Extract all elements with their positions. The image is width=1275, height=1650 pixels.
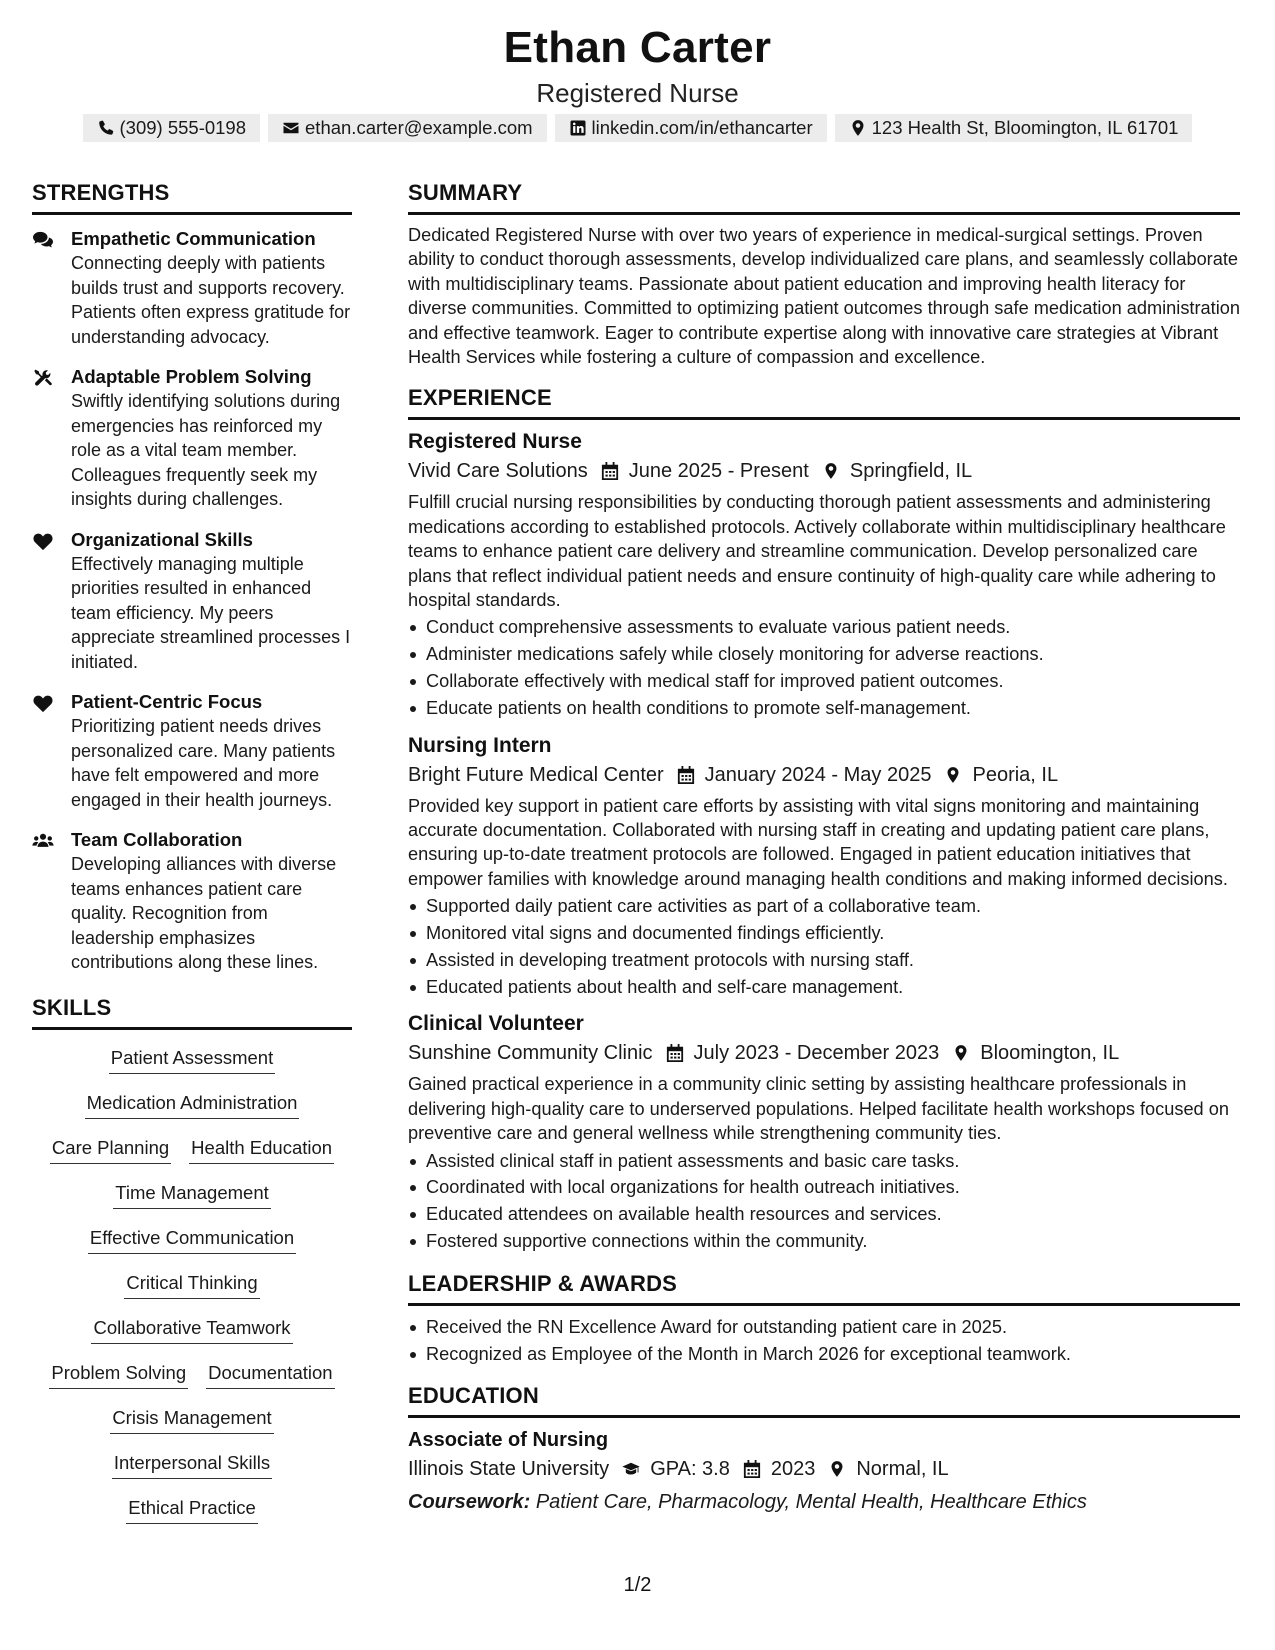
job-description: Fulfill crucial nursing responsibilities by conducting thorough patient assessments and administering medications according to established protocols. Actively collaborate within multidisciplinary healthcare teams to enhance patient care delivery and streamline communication. Develop personalized care plans that reflect individual patient needs and ensure continuity of high-quality care while adhering to hospital standards. — [408, 492, 1226, 611]
skill-tag: Health Education — [189, 1136, 334, 1164]
job-bullet: Educate patients on health conditions to promote self-management. — [408, 695, 1240, 722]
job-bullet: Educated attendees on available health resources and services. — [408, 1201, 1240, 1228]
job-description: Provided key support in patient care efforts by assisting with vital signs monitoring and maintaining accurate documentation. Collaborated with nursing staff in creating and updating patient care plans, ensuring up-to-date treatment protocols are followed. Engaged in patient education initiatives that empower families with knowledge around managing health conditions and making informed decisions. — [408, 795, 1228, 889]
skills-heading: SKILLS — [32, 993, 352, 1030]
left-column — [32, 178, 352, 1541]
calendar-icon — [742, 1459, 762, 1479]
job-bullets — [408, 614, 1240, 721]
phone-icon — [97, 119, 115, 137]
heart-icon — [32, 531, 54, 551]
job-bullet: Educated patients about health and self-care management. — [408, 974, 1240, 1001]
summary-heading: SUMMARY — [408, 178, 1240, 215]
education-section — [408, 1381, 1240, 1516]
skill-row — [50, 1136, 334, 1181]
summary-text: Dedicated Registered Nurse with over two years of experience in medical-surgical settings. Proven ability to conduct thorough assessments, develop individualized care plans, and seamlessly collaborate with multidisciplinary teams. Passionate about patient education and improving health literacy for diverse communities. Committed to optimizing patient outcomes through safe medication administration and effective teamwork. Eager to contribute expertise along with innovative care strategies at Vibrant Health Services while fostering a culture of compassion and excellence. — [408, 225, 1240, 368]
skill-tag: Documentation — [206, 1361, 334, 1389]
skill-row — [110, 1406, 273, 1451]
skill-tag: Effective Communication — [88, 1226, 296, 1254]
job-entry — [408, 428, 1240, 721]
skill-row — [49, 1361, 334, 1406]
map-marker-icon — [943, 765, 963, 785]
skill-tag: Patient Assessment — [109, 1046, 275, 1074]
skill-tag: Crisis Management — [110, 1406, 273, 1434]
skill-row — [113, 1181, 271, 1226]
leadership-bullet: Recognized as Employee of the Month in March 2026 for exceptional teamwork. — [408, 1341, 1240, 1368]
skill-tag: Ethical Practice — [126, 1496, 258, 1524]
job-dates: January 2024 - May 2025 — [704, 763, 932, 786]
school-location: Normal, IL — [856, 1458, 949, 1481]
coursework — [408, 1488, 1240, 1516]
skill-row — [85, 1091, 300, 1136]
linkedin-text: linkedin.com/in/ethancarter — [591, 117, 813, 138]
graduation-cap-icon — [621, 1459, 641, 1479]
leadership-section — [408, 1269, 1240, 1368]
job-title: Nursing Intern — [408, 733, 552, 757]
candidate-role: Registered Nurse — [536, 78, 739, 108]
resume-header — [0, 22, 1275, 110]
job-bullet: Conduct comprehensive assessments to evaluate various patient needs. — [408, 614, 1240, 641]
strength-description: Prioritizing patient needs drives personalized care. Many patients have felt empowered and more engaged in their health journeys. — [71, 716, 336, 810]
job-bullet: Coordinated with local organizations for health outreach initiatives. — [408, 1174, 1240, 1201]
job-company: Bright Future Medical Center — [408, 763, 664, 786]
strength-description: Effectively managing multiple priorities resulted in enhanced team efficiency. My peers appreciate streamlined processes I initiated. — [71, 553, 351, 672]
school-name: Illinois State University — [408, 1458, 610, 1481]
calendar-icon — [676, 765, 696, 785]
job-bullet: Monitored vital signs and documented findings efficiently. — [408, 920, 1240, 947]
job-description: Gained practical experience in a community clinic setting by assisting healthcare professionals in delivering high-quality care to underserved populations. Helped facilitate health workshops focused on preventive care and general wellness while strengthening community ties. — [408, 1074, 1229, 1144]
job-entry — [408, 732, 1240, 1001]
map-marker-icon — [827, 1459, 847, 1479]
skill-tag: Medication Administration — [85, 1091, 300, 1119]
job-bullet: Fostered supportive connections within the community. — [408, 1228, 1240, 1255]
map-marker-icon — [821, 461, 841, 481]
address-text: 123 Health St, Bloomington, IL 61701 — [871, 117, 1179, 138]
contact-linkedin[interactable] — [555, 114, 827, 142]
job-bullet: Administer medications safely while closely monitoring for adverse reactions. — [408, 641, 1240, 668]
job-location: Peoria, IL — [972, 763, 1059, 786]
job-title: Registered Nurse — [408, 430, 582, 454]
job-bullet: Collaborate effectively with medical staff for improved patient outcomes. — [408, 668, 1240, 695]
map-marker-icon — [849, 119, 867, 137]
skills-list — [32, 1046, 352, 1541]
job-location: Springfield, IL — [849, 460, 973, 483]
users-icon — [32, 831, 54, 851]
phone-text: (309) 555-0198 — [119, 117, 247, 138]
skill-tag: Problem Solving — [49, 1361, 188, 1389]
skill-tag: Interpersonal Skills — [112, 1451, 272, 1479]
tools-icon — [32, 368, 54, 388]
page-number: 1/2 — [623, 1574, 652, 1596]
job-company: Vivid Care Solutions — [408, 460, 588, 483]
comments-icon — [32, 230, 54, 250]
gpa-text: GPA: 3.8 — [650, 1458, 730, 1481]
job-bullet: Assisted in developing treatment protocols with nursing staff. — [408, 947, 1240, 974]
strength-description: Swiftly identifying solutions during emergencies has reinforced my role as a vital team member. Colleagues frequently seek my insights during challenges. — [71, 391, 341, 509]
right-column — [408, 178, 1240, 1530]
skill-tag: Time Management — [113, 1181, 271, 1209]
skill-row — [91, 1316, 292, 1361]
strengths-heading: STRENGTHS — [32, 178, 352, 215]
skill-tag: Collaborative Teamwork — [91, 1316, 292, 1344]
education-heading: EDUCATION — [408, 1381, 1240, 1418]
strength-description: Connecting deeply with patients builds trust and supports recovery. Patients often express gratitude for understanding advocacy. — [71, 253, 351, 347]
strength-item — [32, 365, 352, 512]
strength-item — [32, 227, 352, 349]
strength-title: Team Collaboration — [71, 829, 243, 850]
linkedin-icon — [569, 119, 587, 137]
skill-row — [109, 1046, 275, 1091]
skill-tag: Critical Thinking — [124, 1271, 259, 1299]
strength-title: Patient-Centric Focus — [71, 691, 263, 712]
strength-item — [32, 528, 352, 675]
calendar-icon — [665, 1043, 685, 1063]
candidate-name: Ethan Carter — [503, 23, 772, 72]
experience-section — [408, 383, 1240, 1254]
email-text: ethan.carter@example.com — [305, 117, 533, 138]
job-meta — [408, 456, 1240, 486]
leadership-heading: LEADERSHIP & AWARDS — [408, 1269, 1240, 1306]
strength-item — [32, 828, 352, 975]
contact-bar — [0, 114, 1275, 142]
strength-title: Organizational Skills — [71, 528, 253, 550]
leadership-bullets — [408, 1314, 1240, 1368]
heart-icon — [32, 693, 54, 713]
strength-item — [32, 690, 352, 812]
job-meta — [408, 760, 1240, 790]
job-bullets — [408, 1148, 1240, 1255]
strength-title: Empathetic Communication — [71, 228, 316, 249]
strength-title: Adaptable Problem Solving — [71, 366, 312, 387]
skill-row — [124, 1271, 259, 1316]
job-meta — [408, 1038, 1240, 1068]
contact-address[interactable] — [835, 114, 1193, 142]
experience-heading: EXPERIENCE — [408, 383, 1240, 420]
job-dates: June 2025 - Present — [628, 460, 809, 483]
skill-row — [126, 1496, 258, 1541]
job-dates: July 2023 - December 2023 — [693, 1042, 940, 1065]
job-company: Sunshine Community Clinic — [408, 1042, 653, 1065]
job-entry — [408, 1010, 1240, 1254]
strength-description: Developing alliances with diverse teams enhances patient care quality. Recognition from leadership emphasizes contributions along these lines. — [71, 854, 337, 972]
education-meta — [408, 1454, 1240, 1484]
summary-section — [408, 178, 1240, 369]
skill-row — [112, 1451, 272, 1496]
envelope-icon — [282, 119, 300, 137]
skill-row — [88, 1226, 296, 1271]
graduation-year: 2023 — [770, 1458, 816, 1481]
calendar-icon — [600, 461, 620, 481]
coursework-label: Coursework: — [408, 1491, 531, 1514]
contact-email[interactable] — [268, 114, 547, 142]
job-title: Clinical Volunteer — [408, 1012, 584, 1036]
strengths-list — [32, 227, 352, 975]
job-bullet: Supported daily patient care activities as part of a collaborative team. — [408, 893, 1240, 920]
leadership-bullet: Received the RN Excellence Award for outstanding patient care in 2025. — [408, 1314, 1240, 1341]
skill-tag: Care Planning — [50, 1136, 171, 1164]
map-marker-icon — [951, 1043, 971, 1063]
contact-phone[interactable] — [83, 114, 261, 142]
degree-title: Associate of Nursing — [408, 1429, 609, 1452]
coursework-list: Patient Care, Pharmacology, Mental Health, Healthcare Ethics — [535, 1491, 1087, 1514]
job-location: Bloomington, IL — [980, 1042, 1120, 1065]
job-bullets — [408, 893, 1240, 1000]
job-bullet: Assisted clinical staff in patient assessments and basic care tasks. — [408, 1148, 1240, 1175]
